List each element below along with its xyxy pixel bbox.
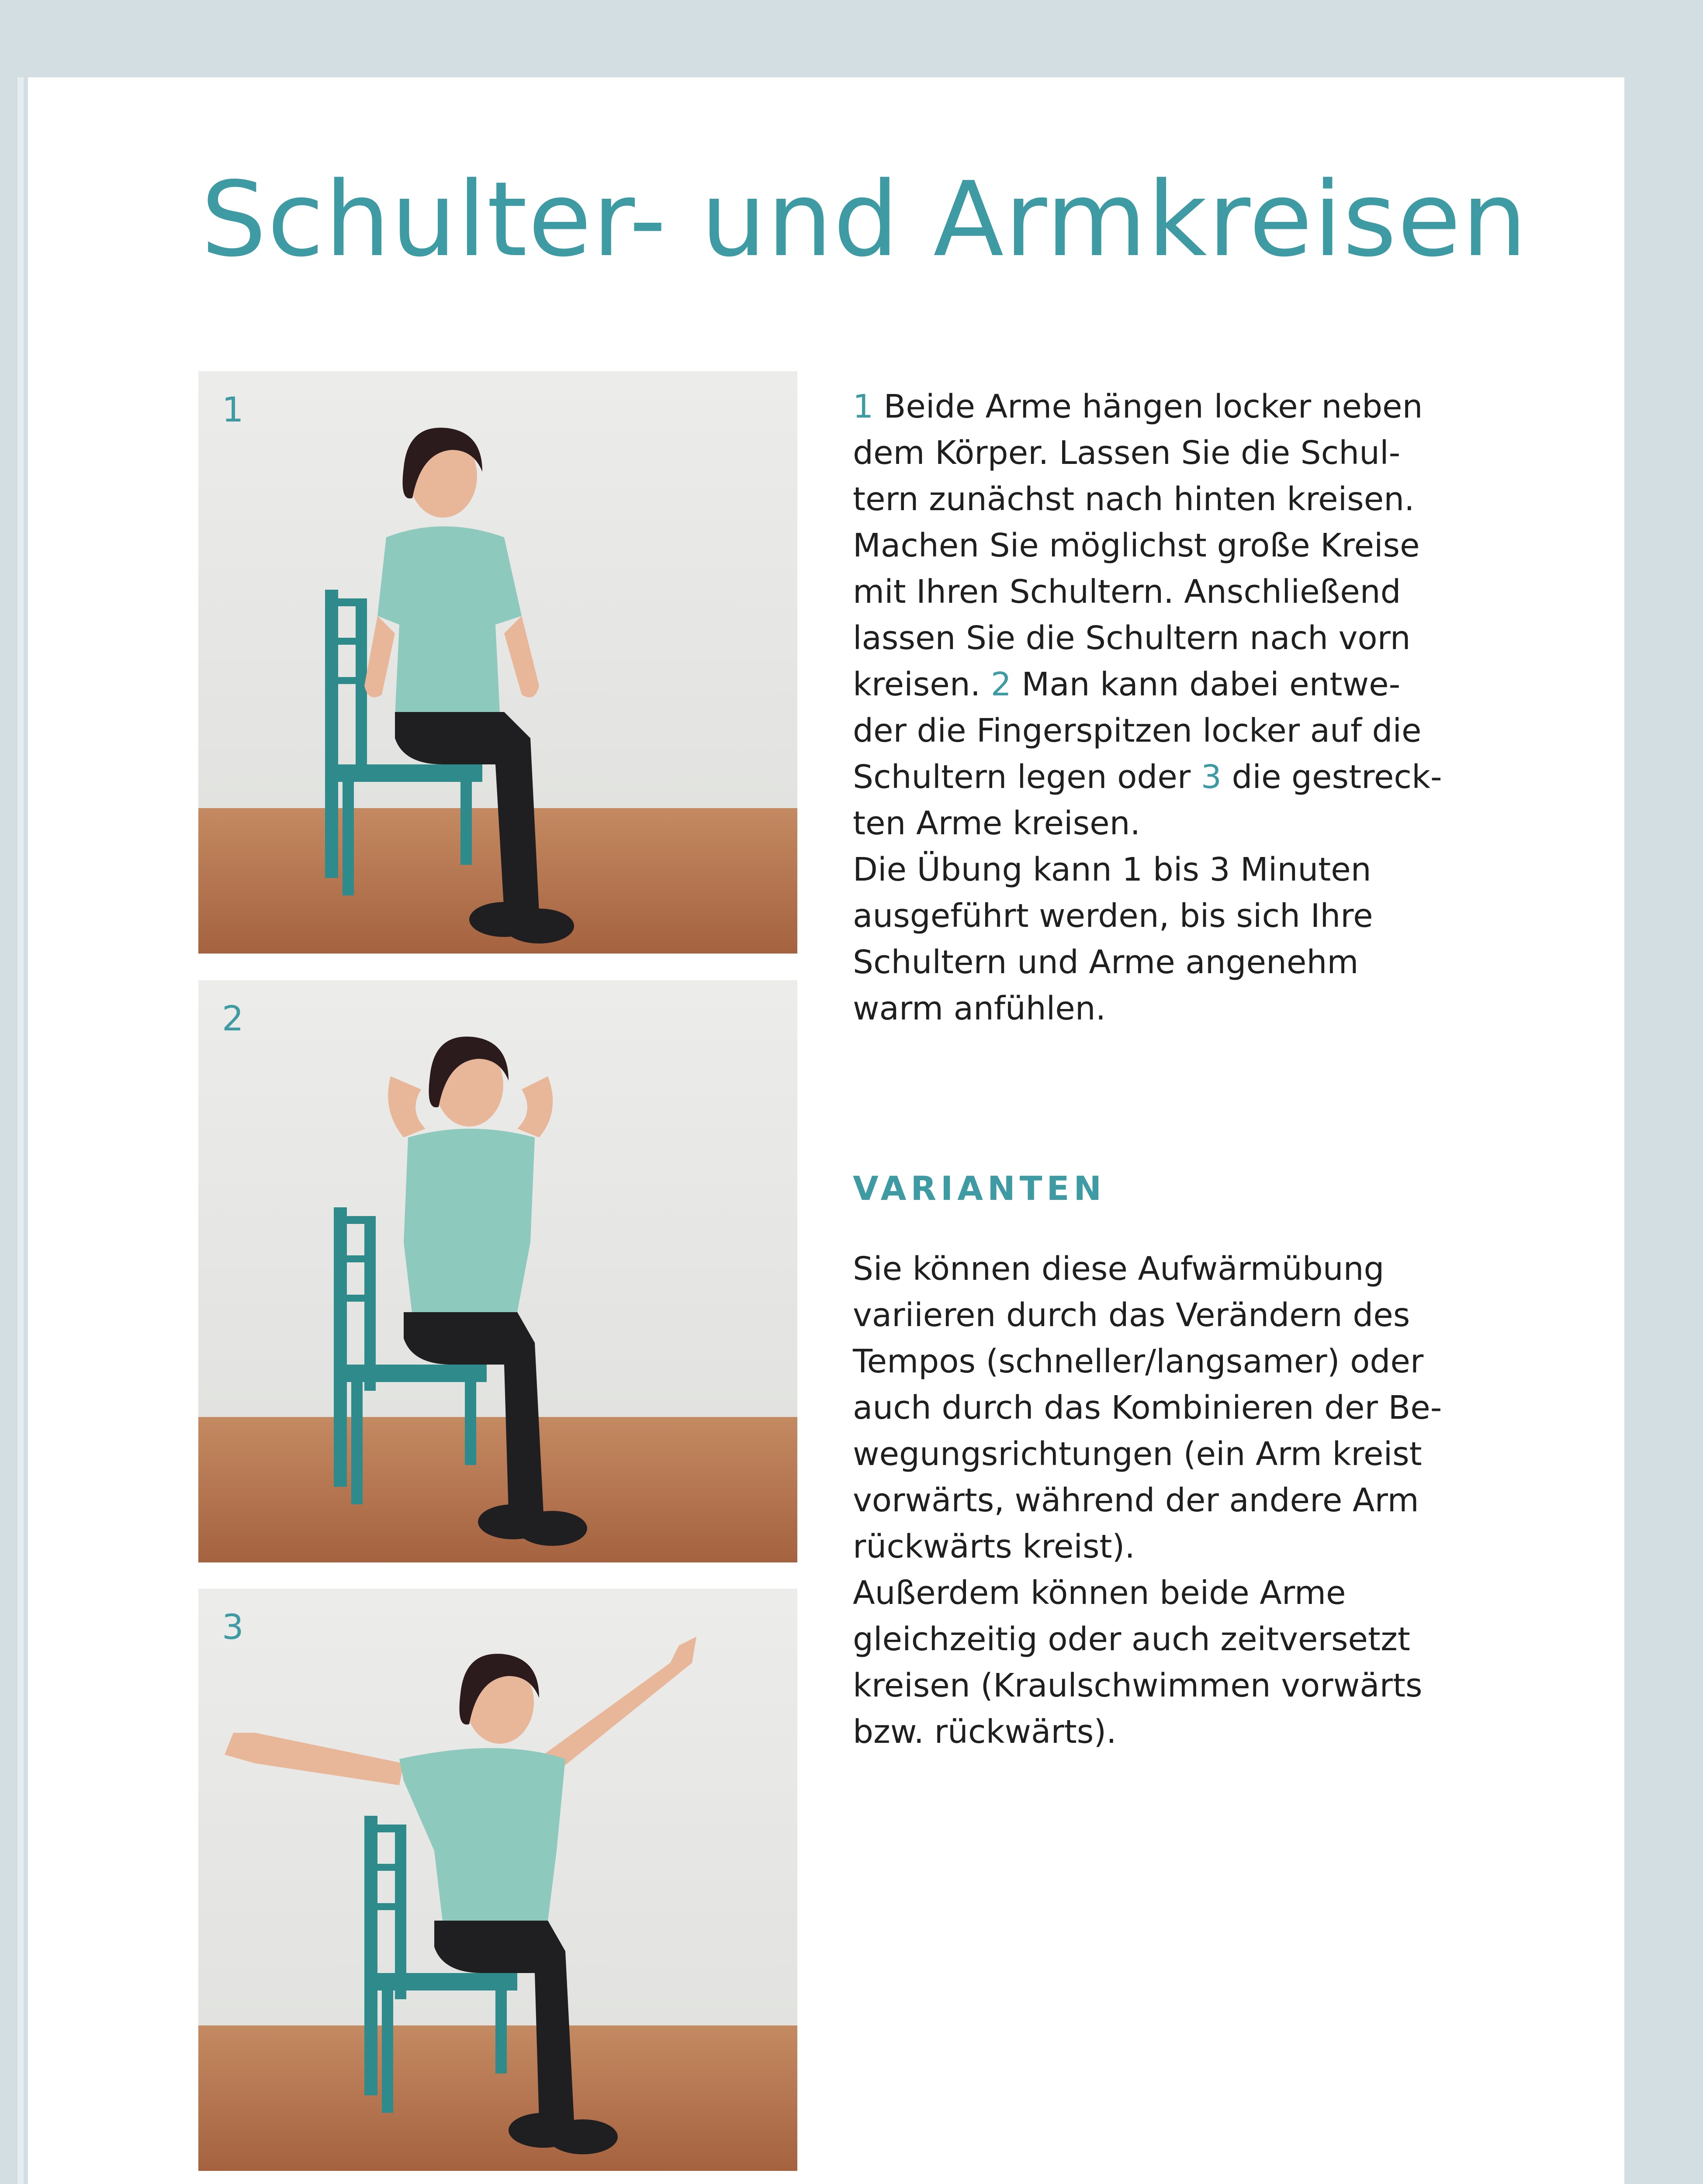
text-line: Schultern und Arme angenehm <box>853 943 1359 981</box>
photo-number-1: 1 <box>222 390 244 430</box>
instructions-text <box>853 384 1491 1032</box>
text-line: ten Arme kreisen. <box>853 805 1141 842</box>
text-line: tern zunächst nach hinten kreisen. <box>853 480 1415 518</box>
text-line: rückwärts kreist). <box>853 1528 1135 1565</box>
variants-heading: VARIANTEN <box>853 1169 1106 1208</box>
text-line: gleichzeitig oder auch zeitversetzt <box>853 1621 1410 1658</box>
text-line: Machen Sie möglichst große Kreise <box>853 527 1420 564</box>
exercise-photo-3 <box>198 1589 797 2171</box>
text-line: der die Fingerspitzen locker auf die <box>853 712 1422 750</box>
text-line: kreisen (Kraulschwimmen vorwärts <box>853 1667 1423 1704</box>
photo-number-3: 3 <box>222 1608 244 1647</box>
exercise-photo-1 <box>198 371 797 954</box>
text-line: Schultern legen oder 3 die gestreck- <box>853 758 1442 796</box>
text-line: 1 Beide Arme hängen locker neben <box>853 388 1423 425</box>
text-line: auch durch das Kombinieren der Be- <box>853 1389 1442 1427</box>
text-line: ausgeführt werden, bis sich Ihre <box>853 897 1373 935</box>
text-line: vorwärts, während der andere Arm <box>853 1482 1419 1519</box>
text-line: Die Übung kann 1 bis 3 Minuten <box>853 851 1371 888</box>
text-line: Tempos (schneller/langsamer) oder <box>853 1343 1424 1380</box>
text-line: variieren durch das Verändern des <box>853 1296 1410 1334</box>
text-line: wegungsrichtungen (ein Arm kreist <box>853 1435 1422 1473</box>
text-line: mit Ihren Schultern. Anschließend <box>853 573 1401 611</box>
text-line: Sie können diese Aufwärmübung <box>853 1250 1385 1288</box>
page-spine <box>17 77 24 2184</box>
text-line: kreisen. 2 Man kann dabei entwe- <box>853 666 1401 703</box>
page-title: Schulter- und Armkreisen <box>201 159 1528 280</box>
text-line: warm anfühlen. <box>853 990 1106 1027</box>
text-line: bzw. rückwärts). <box>853 1713 1117 1751</box>
exercise-photo-2 <box>198 980 797 1562</box>
variants-text <box>853 1246 1491 1755</box>
photo-number-2: 2 <box>222 999 244 1039</box>
text-line: lassen Sie die Schultern nach vorn <box>853 619 1411 657</box>
text-line: Außerdem können beide Arme <box>853 1574 1346 1612</box>
text-line: dem Körper. Lassen Sie die Schul- <box>853 434 1401 472</box>
